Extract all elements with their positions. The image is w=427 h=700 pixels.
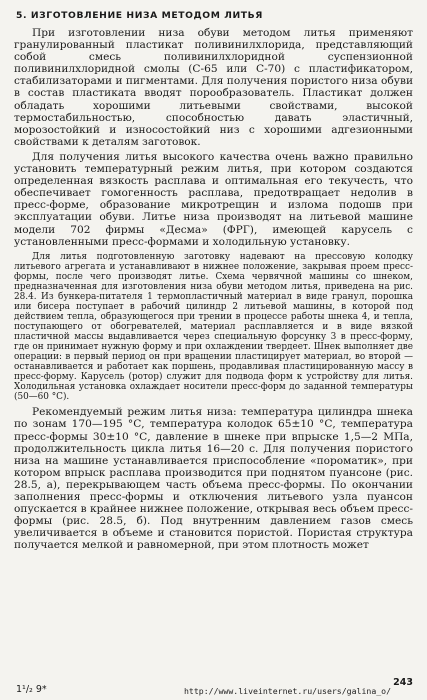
- page-number: 243: [393, 677, 413, 688]
- paragraph-intro: При изготовлении низа обуви методом литья применяют гранулированный пластикат поливинилхлорида, представляющий собой смесь поливинилхлоридной суспензионной поливинилхлоридной смолы (С-65 или С-70) с пластификатором, стабилизаторами и пигментами. Для получения пористого низа обуви в состав пластиката вводят порообразователь. Пластикат должен обладать хорошими литьевыми свойствами, высокой термостабильностью, способностью давать эластичный, морозостойкий и износостойкий низ с хорошими адгезионными свойствами к деталям заготовок.: [14, 27, 413, 148]
- section-heading: 5. ИЗГОТОВЛЕНИЕ НИЗА МЕТОДОМ ЛИТЬЯ: [16, 10, 263, 21]
- page-footer: [16, 677, 415, 696]
- paragraph-temperature: Для получения литья высокого качества очень важно правильно установить температурный режим литья, при котором создаются определенная вязкость расплава и оптимальная его текучесть, что обеспечивает гомогенность расплава, предотвращает недолив в пресс-форме, образование микротрещин и излома подошв при эксплуатации обуви. Литье низа производят на литьевой машине модели 702 фирмы «Десма» (ФРГ), имеющей карусель с установленными пресс-формами и холодильную установку.: [14, 150, 413, 248]
- watermark-url: http://www.liveinternet.ru/users/galina_o/: [184, 686, 392, 696]
- paragraph-small-print: Для литья подготовленную заготовку надевают на прессовую колодку литьевого агрегата и устанавливают в нижнее положение, закрывая проем пресс-формы, после чего производят литье. Схема червячной машины со шнеком, предназначенная для изготовления низа обуви методом литья, приведена на рис. 28.4. Из бункера-питателя 1 термопластичный материал в виде гранул, порошка или бисера поступает в рабочий цилиндр 2 литьевой машины, в которой под действием тепла, образующегося при трении в процессе работы шнека 4, и тепла, поступающего от обогревателей, материал расплавляется и в виде вязкой пластичной массы выдавливается через специальную форсунку 3 в пресс-форму, где он принимает нужную форму и при охлаждении твердеет. Шнек выполняет две операции: в первый период он при вращении пластицирует материал, во второй — останавливается и работает как поршень, продавливая пластицированную массу в пресс-форму. Карусель (ротор) служит для подвода форм к устройству для литья. Холодильная установка охлаждает носители пресс-форм до заданной температуры (50—60 °С).: [14, 251, 413, 403]
- paragraph-regime: Рекомендуемый режим литья низа: температура цилиндра шнека по зонам 170—195 °С, температура колодок 65±10 °С, температура пресс-формы 30±10 °С, давление в шнеке при впрыске 1,5—2 МПа, продолжительность цикла литья 16—20 с. Для получения пористого низа на машине устанавливается приспособление «пороматик», при котором впрыск расплава производится при поднятом пуансоне (рис. 28.5, а), перекрывающем часть объема пресс-формы. По окончании заполнения пресс-формы и отключения литьевого узла пуансон опускается в крайнее нижнее положение, открывая весь объем пресс-формы (рис. 28.5, б). Под внутренним давлением газов смесь увеличивается в объеме и становится пористой. Пористая структура получается мелкой и равномерной, при этом плотность может: [14, 406, 413, 552]
- signature-mark: 1¹/₂ 9*: [16, 684, 47, 695]
